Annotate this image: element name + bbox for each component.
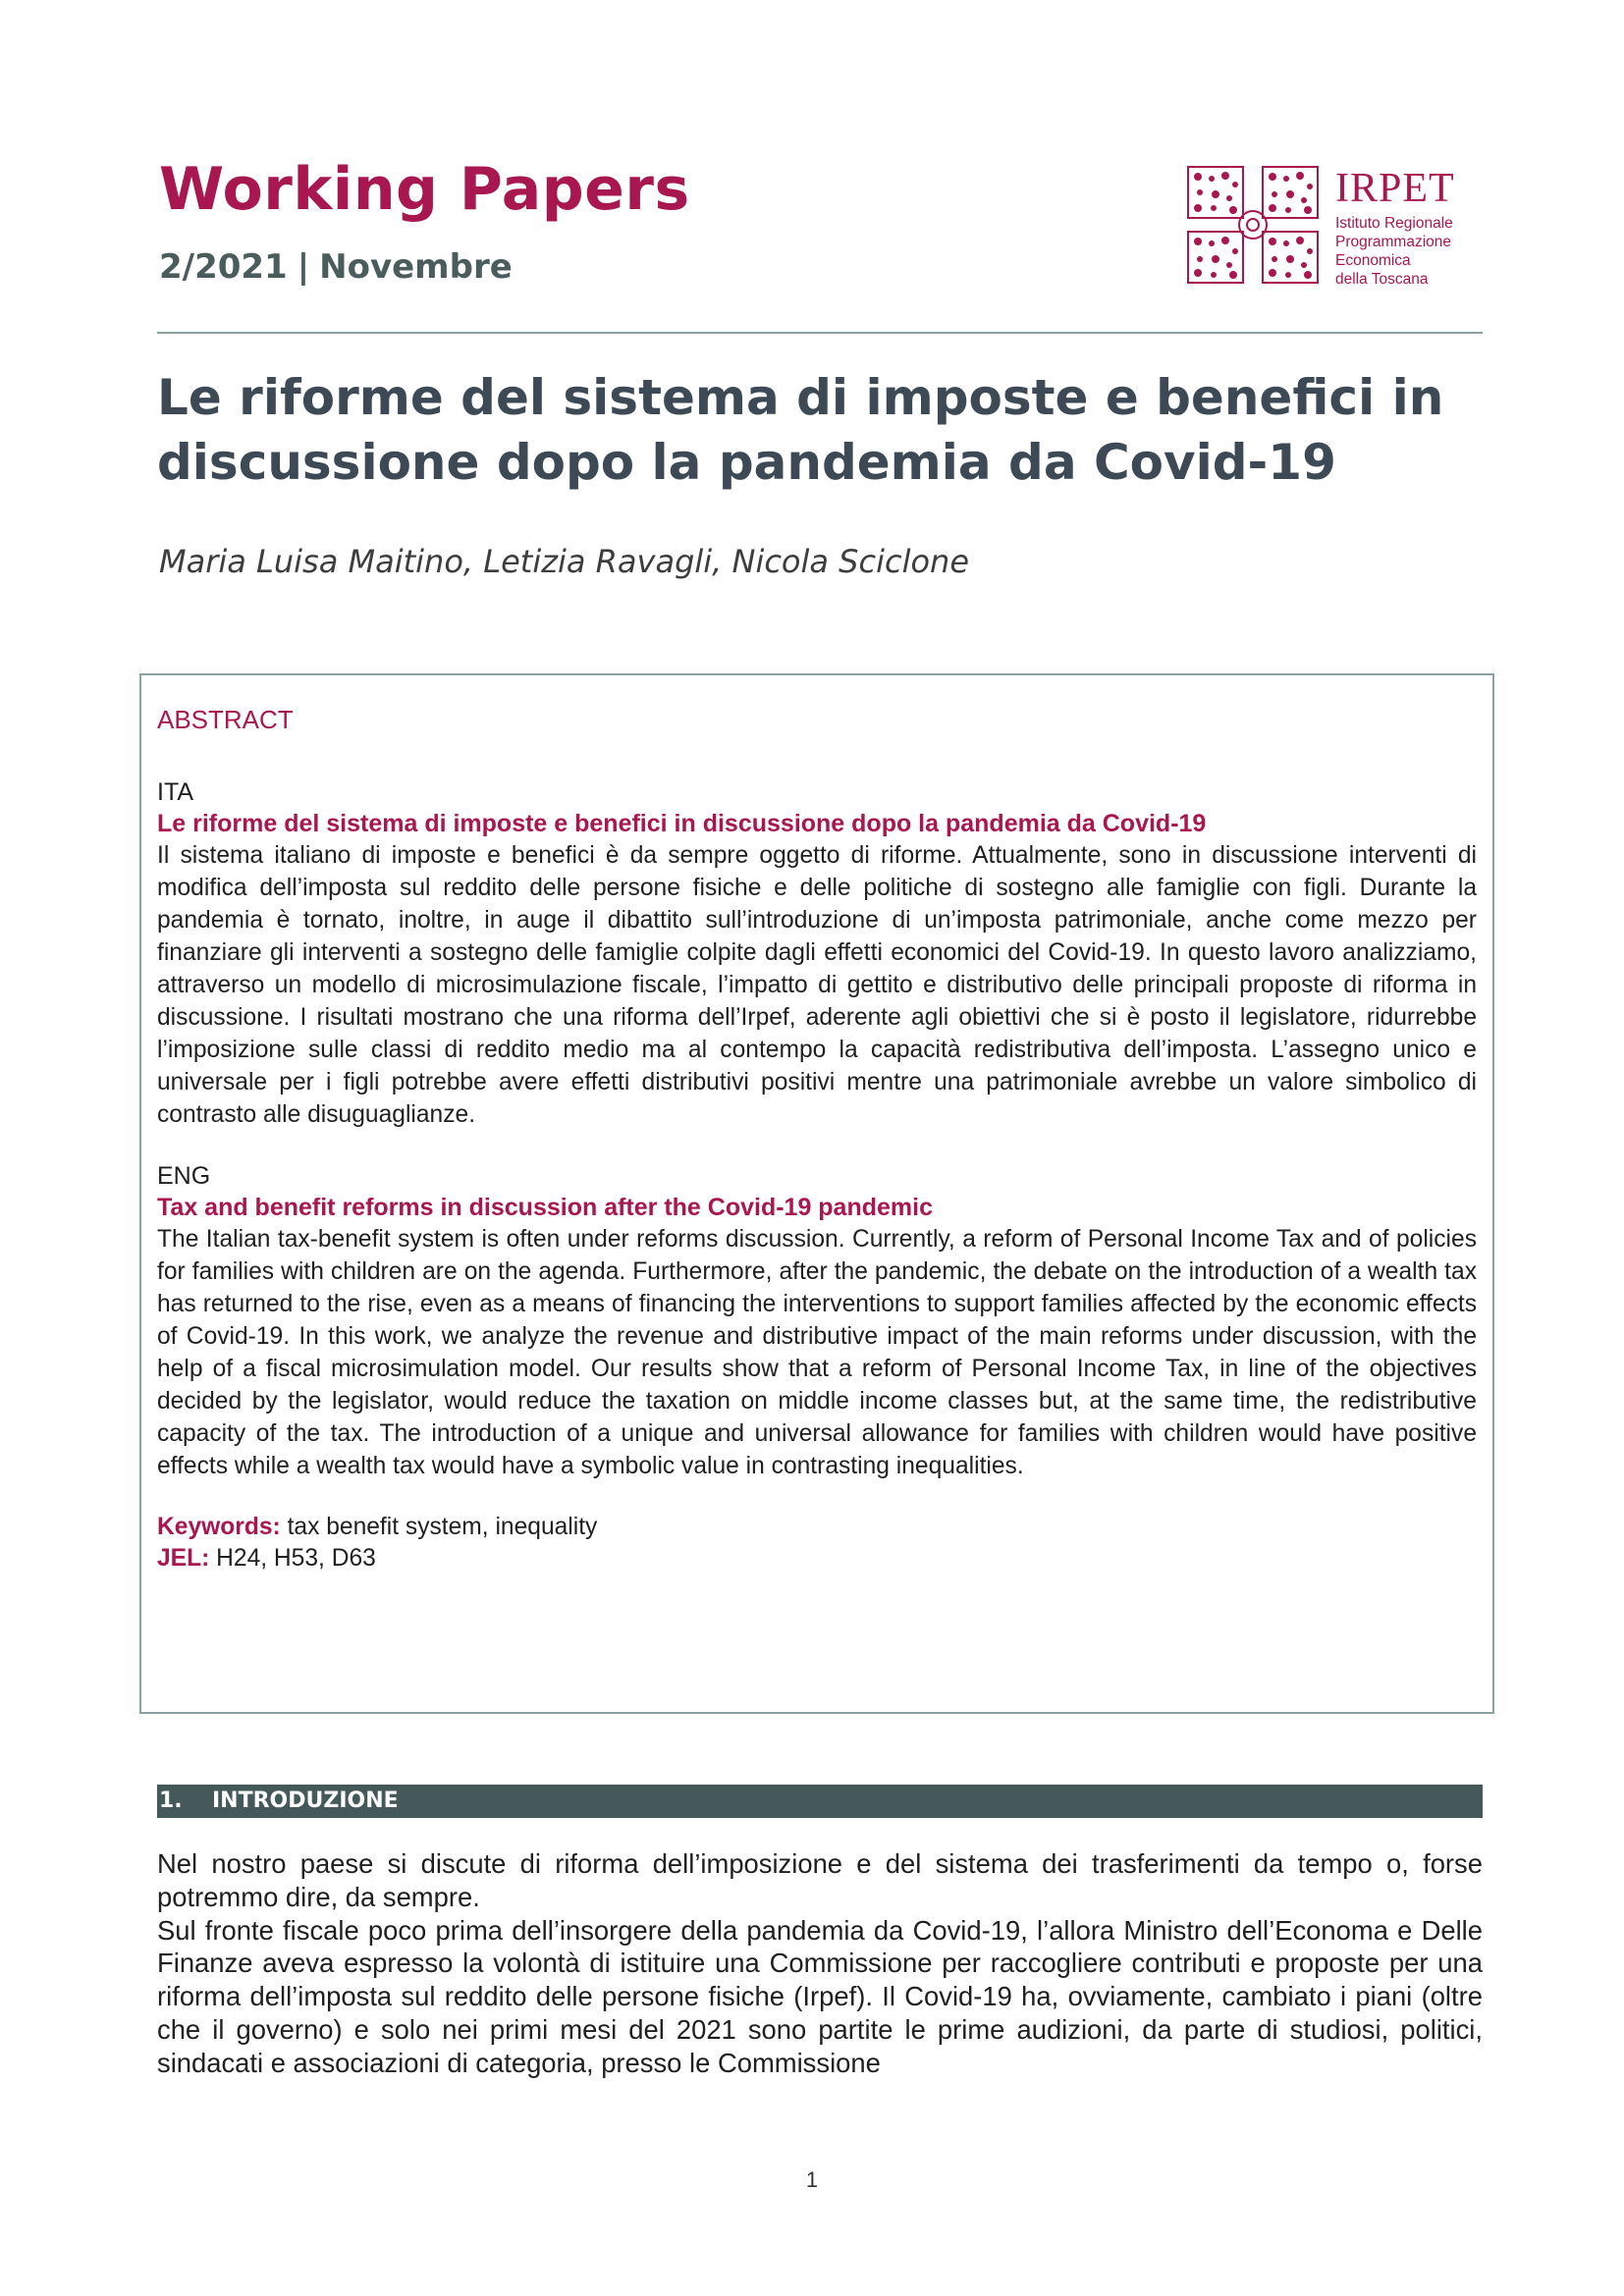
abstract-lang-ita: ITA bbox=[157, 778, 194, 806]
logo-subtitle-line: Programmazione bbox=[1335, 234, 1452, 250]
abstract-content bbox=[157, 705, 1477, 1575]
section-number: 1. bbox=[159, 1789, 183, 1813]
abstract-title-eng: Tax and benefit reforms in discussion after the Covid-19 pandemic bbox=[157, 1194, 933, 1221]
issue-line bbox=[159, 247, 513, 287]
section-body bbox=[157, 1847, 1483, 2080]
section-heading bbox=[157, 1785, 1483, 1818]
issue-month: Novembre bbox=[319, 247, 513, 287]
paper-title-line: Le riforme del sistema di imposte e benefici in bbox=[157, 369, 1444, 426]
paper-title-line: discussione dopo la pandemia da Covid-19 bbox=[157, 434, 1336, 491]
keywords-line bbox=[157, 1512, 1477, 1543]
page-number: 1 bbox=[805, 2167, 819, 2192]
keywords-value: tax benefit system, inequality bbox=[287, 1514, 598, 1540]
irpet-logo bbox=[1186, 165, 1481, 293]
issue-separator: | bbox=[297, 247, 310, 287]
abstract-text-ita: Il sistema italiano di imposte e benefici è da sempre oggetto di riforme. Attualmente, sono in discussione interventi di modifica dell’imposta sul reddito delle persone fisiche e delle politiche di sostegno alle famiglie con figli. Durante la pandemia è tornato, inoltre, in auge il dibattito sull’introduzione di un’imposta patrimoniale, anche come mezzo per finanziare gli interventi a sostegno delle famiglie colpite dagli effetti economici del Covid-19. In questo lavoro analizziamo, attraverso un modello di microsimulazione fiscale, l’impatto di gettito e distributivo delle principali proposte di riforma in discussione. I risultati mostrano che una riforma dell’Irpef, aderente agli obiettivi che si è posto il legislatore, ridurrebbe l’imposizione sulle classi di reddito medio ma al contempo la capacità redistributiva dell’imposta. L’assegno unico e universale per i figli potrebbe avere effetti distributivi positivi mentre una patrimoniale avrebbe un valore simbolico di contrasto alle disuguaglianze. bbox=[157, 842, 1477, 1128]
header-divider bbox=[157, 332, 1483, 334]
irpet-logo-mark-icon bbox=[1186, 165, 1324, 285]
logo-subtitle-line: Economica bbox=[1335, 252, 1411, 269]
series-title: Working Papers bbox=[159, 155, 690, 224]
logo-subtitle bbox=[1335, 214, 1453, 289]
abstract-title-ita: Le riforme del sistema di imposte e benefici in discussione dopo la pandemia da Covid-19 bbox=[157, 810, 1207, 837]
jel-value: H24, H53, D63 bbox=[216, 1545, 376, 1572]
keywords-label: Keywords: bbox=[157, 1514, 281, 1540]
body-paragraph: Sul fronte fiscale poco prima dell’insorgere della pandemia da Covid-19, l’allora Ministro dell’Economa e Delle Finanze aveva espresso la volontà di istituire una Commissione per raccogliere contributi e proposte per una riforma dell’imposta sul reddito delle persone fisiche (Irpef). Il Covid-19 ha, ovviamente, cambiato i piani (oltre che il governo) e solo nei primi mesi del 2021 sono partite le prime audizioni, da parte di studiosi, politici, sindacati e associazioni di categoria, presso le Commissione bbox=[157, 1914, 1483, 2078]
abstract-box bbox=[139, 673, 1494, 1714]
jel-line bbox=[157, 1543, 1477, 1575]
paper-title bbox=[157, 365, 1492, 495]
abstract-lang-eng: ENG bbox=[157, 1162, 211, 1190]
logo-subtitle-line: Istituto Regionale bbox=[1335, 215, 1453, 232]
body-paragraph: Nel nostro paese si discute di riforma dell’imposizione e del sistema dei trasferimenti da tempo o, forse potremmo dire, da sempre. bbox=[157, 1848, 1483, 1912]
logo-subtitle-line: della Toscana bbox=[1335, 271, 1429, 288]
issue-number: 2/2021 bbox=[159, 247, 288, 287]
logo-name: IRPET bbox=[1335, 166, 1455, 211]
abstract-heading: ABSTRACT bbox=[157, 705, 294, 734]
abstract-text-eng: The Italian tax-benefit system is often under reforms discussion. Currently, a reform of Personal Income Tax and of policies for families with children are on the agenda. Furthermore, after the pandemic, the debate on the introduction of a wealth tax has returned to the rise, even as a means of financing the interventions to support families affected by the economic effects of Covid-19. In this work, we analyze the revenue and distributive impact of the main reforms under discussion, with the help of a fiscal microsimulation model. Our results show that a reform of Personal Income Tax, in line of the objectives decided by the legislator, would reduce the taxation on middle income classes but, at the same time, the redistributive capacity of the tax. The introduction of a unique and universal allowance for families with children would have positive effects while a wealth tax would have a symbolic value in contrasting inequalities. bbox=[157, 1226, 1477, 1479]
jel-label: JEL: bbox=[157, 1545, 210, 1572]
section-title: INTRODUZIONE bbox=[212, 1789, 399, 1813]
authors: Maria Luisa Maitino, Letizia Ravagli, Nicola Sciclone bbox=[159, 543, 969, 580]
